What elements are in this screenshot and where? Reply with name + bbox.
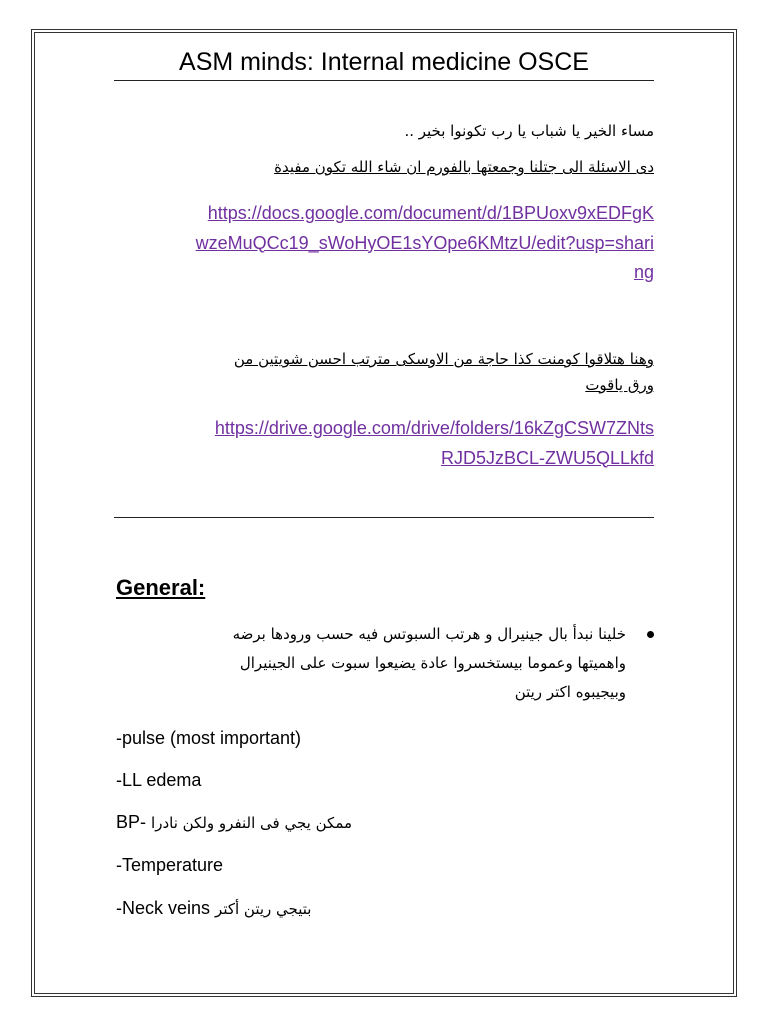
google-doc-link-line-2[interactable]: wzeMuQCc19_sWoHyOE1sYOpe6KMtzU/edit?usp=shari [195, 232, 654, 253]
general-bullet-text [233, 620, 626, 707]
google-doc-link-line-3[interactable]: ng [633, 262, 654, 282]
bullet-dot-icon [647, 631, 654, 638]
google-drive-link-line-1[interactable]: https://drive.google.com/drive/folders/16kZgCSW7ZNts [214, 418, 654, 438]
item-bp [116, 808, 352, 837]
item-neck-veins-note: بتيجي ريتن أكتر [215, 900, 312, 918]
google-drive-link-line-2[interactable]: RJD5JzBCL-ZWU5QLLkfd [440, 447, 654, 468]
general-bullet-line-3: وبيجيبوه اكتر ريتن [514, 683, 626, 701]
item-bp-note: ممكن يجي فى النفرو ولكن نادرا [151, 814, 353, 832]
title-underline [114, 80, 654, 81]
item-neck-veins-label: -Neck veins [116, 898, 211, 918]
google-drive-link[interactable] [215, 414, 654, 473]
general-bullet-line-2: واهميتها وعموما بيستخسروا عادة يضيعوا سبوت على الجينيرال [239, 654, 626, 672]
general-heading: General: [116, 575, 206, 600]
comment-note-line-1: وهنا هتلاقوا كومنت كذا حاجة من الاوسكى مترتب احسن شويتين من [233, 350, 654, 368]
item-ll-edema: -LL edema [116, 770, 202, 790]
google-doc-link-line-1[interactable]: https://docs.google.com/document/d/1BPUoxv9xEDFgK [207, 203, 654, 223]
item-temperature: -Temperature [116, 855, 224, 875]
item-bp-label: BP- [116, 812, 147, 832]
item-pulse: -pulse (most important) [116, 728, 302, 748]
section-divider [114, 517, 654, 518]
item-neck-veins [116, 894, 311, 923]
intro-text: دى الاسئلة الى جتلنا وجمعتها بالفورم ان شاء الله تكون مفيدة [274, 158, 654, 176]
google-doc-link[interactable] [196, 199, 654, 288]
comment-note-line-2: ورق ياقوت [585, 376, 654, 394]
greeting-text: مساء الخير يا شباب يا رب تكونوا بخير .. [404, 122, 654, 140]
general-bullet-line-1: خلينا نبدأ بال جينيرال و هرتب السبوتس فيه حسب ورودها برضه [232, 625, 626, 643]
document-title: ASM minds: Internal medicine OSCE [179, 48, 589, 76]
